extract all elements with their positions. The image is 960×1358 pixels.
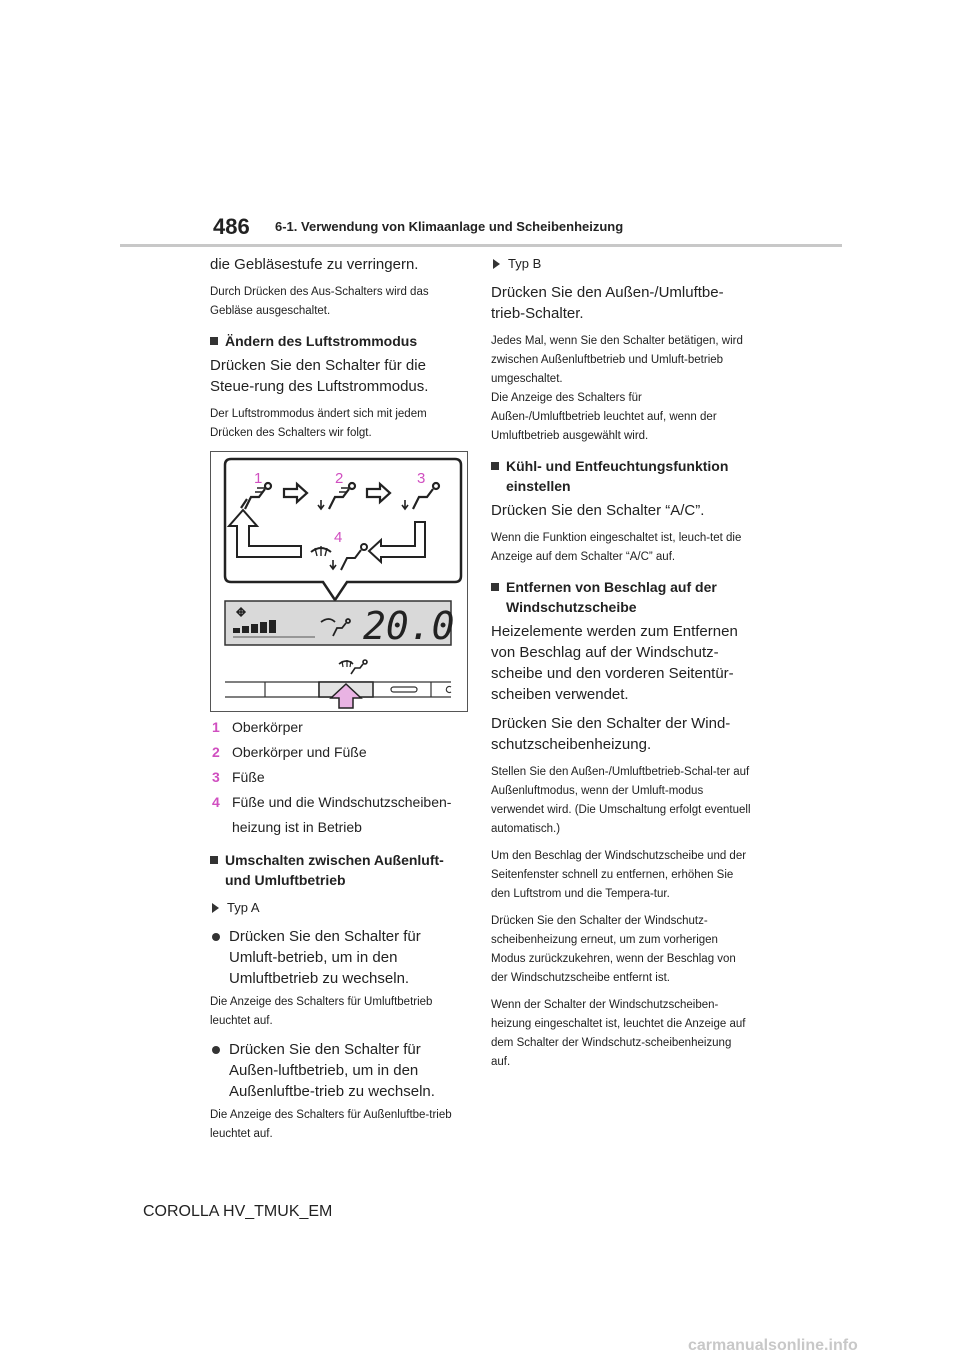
mode-label-2: 2 xyxy=(335,470,344,487)
paragraph: Drücken Sie den Schalter für die Steue-rung des Luftstrommodus. xyxy=(210,357,429,395)
list-item: 1 Oberkörper xyxy=(212,719,303,735)
right-column xyxy=(491,254,751,1080)
paragraph: Drücken Sie den Schalter der Wind-schutzscheibenheizung. xyxy=(491,715,731,753)
header-rule xyxy=(120,244,842,247)
section-heading: Ändern des Luftstrommodus xyxy=(210,331,470,351)
section-heading: Entfernen von Beschlag auf der Windschutzscheibe xyxy=(491,577,751,617)
triangle-bullet-icon xyxy=(212,903,219,913)
footer-model-code: COROLLA HV_TMUK_EM xyxy=(143,1203,333,1220)
square-bullet-icon xyxy=(491,462,499,470)
note: Die Anzeige des Schalters für Außenluftbe-trieb leuchtet auf. xyxy=(210,1109,452,1140)
page-number: 486 xyxy=(213,214,250,239)
airflow-diagram xyxy=(211,452,467,711)
airflow-mode-figure xyxy=(210,451,468,712)
note: Der Luftstrommodus ändert sich mit jedem Drücken des Schalters wir folgt. xyxy=(210,408,427,439)
type-label: Typ B xyxy=(491,254,751,274)
note: Wenn die Funktion eingeschaltet ist, leuch-tet die Anzeige auf dem Schalter “A/C” auf. xyxy=(491,532,742,563)
list-item: 4 Füße und die Windschutzscheiben-heizung ist in Betrieb xyxy=(212,794,452,835)
square-bullet-icon xyxy=(210,337,218,345)
note: Die Anzeige des Schalters für Umluftbetrieb leuchtet auf. xyxy=(210,996,433,1027)
mode-label-1: 1 xyxy=(254,470,263,487)
chapter-title: 6-1. Verwendung von Klimaanlage und Scheibenheizung xyxy=(275,219,624,234)
note: Jedes Mal, wenn Sie den Schalter betätigen, wird zwischen Außenluftbetrieb und Umluft-betrieb umgeschaltet. xyxy=(491,335,743,385)
square-bullet-icon xyxy=(491,583,499,591)
square-bullet-icon xyxy=(210,856,218,864)
section-heading: Kühl- und Entfeuchtungsfunktion einstellen xyxy=(491,456,751,496)
dot-bullet-icon xyxy=(212,933,220,941)
temperature-readout: 20.0 xyxy=(363,604,455,648)
paragraph: Drücken Sie den Schalter “A/C”. xyxy=(491,502,705,519)
left-column xyxy=(210,254,470,1152)
mode-list xyxy=(210,715,470,840)
note: Drücken Sie den Schalter der Windschutz-scheibenheizung erneut, um zum vorherigen Modus zurückzukehren, wenn der Beschlag von der Windschutzscheibe entfernt ist. xyxy=(491,915,736,984)
mode-label-3: 3 xyxy=(417,470,426,487)
list-item: 2 Oberkörper und Füße xyxy=(212,744,367,760)
note: Durch Drücken des Aus-Schalters wird das Gebläse ausgeschaltet. xyxy=(210,286,429,317)
watermark: carmanualsonline.info xyxy=(688,1337,858,1354)
paragraph: die Gebläsestufe zu verringern. xyxy=(210,256,419,273)
note: Um den Beschlag der Windschutzscheibe und der Seitenfenster schnell zu entfernen, erhöhen Sie den Luftstrom und die Tempera-tur. xyxy=(491,850,747,900)
note: Die Anzeige des Schalters für Außen-/Umluftbetrieb leuchtet auf, wenn der Umluftbetrieb ausgewählt wird. xyxy=(491,392,717,442)
section-heading: Umschalten zwischen Außenluft- und Umluftbetrieb xyxy=(210,850,470,890)
note: Stellen Sie den Außen-/Umluftbetrieb-Schal-ter auf Außenluftmodus, wenn der Umluft-modus verwendet wird. (Die Umschaltung erfolgt eventuell automatisch.) xyxy=(491,766,751,835)
list-item: Drücken Sie den Schalter für Außen-luftbetrieb, um in den Außenluftbe-trieb zu wechseln. xyxy=(210,1039,470,1102)
defrost-feet-button-icon xyxy=(339,660,367,674)
triangle-bullet-icon xyxy=(493,259,500,269)
list-item: 3 Füße xyxy=(212,769,265,785)
mode-label-4: 4 xyxy=(334,529,343,546)
paragraph: Heizelemente werden zum Entfernen von Beschlag auf der Windschutz-scheibe und den vorderen Seitentür-scheiben verwendet. xyxy=(491,623,738,703)
paragraph: Drücken Sie den Außen-/Umluftbe-trieb-Schalter. xyxy=(491,284,724,322)
dot-bullet-icon xyxy=(212,1046,220,1054)
list-item: Drücken Sie den Schalter für Umluft-betrieb, um in den Umluftbetrieb zu wechseln. xyxy=(210,926,470,989)
type-label: Typ A xyxy=(210,898,470,918)
note: Wenn der Schalter der Windschutzscheiben-heizung eingeschaltet ist, leuchtet die Anzeige auf dem Schalter der Windschutz-scheibenheizung auf. xyxy=(491,999,746,1068)
